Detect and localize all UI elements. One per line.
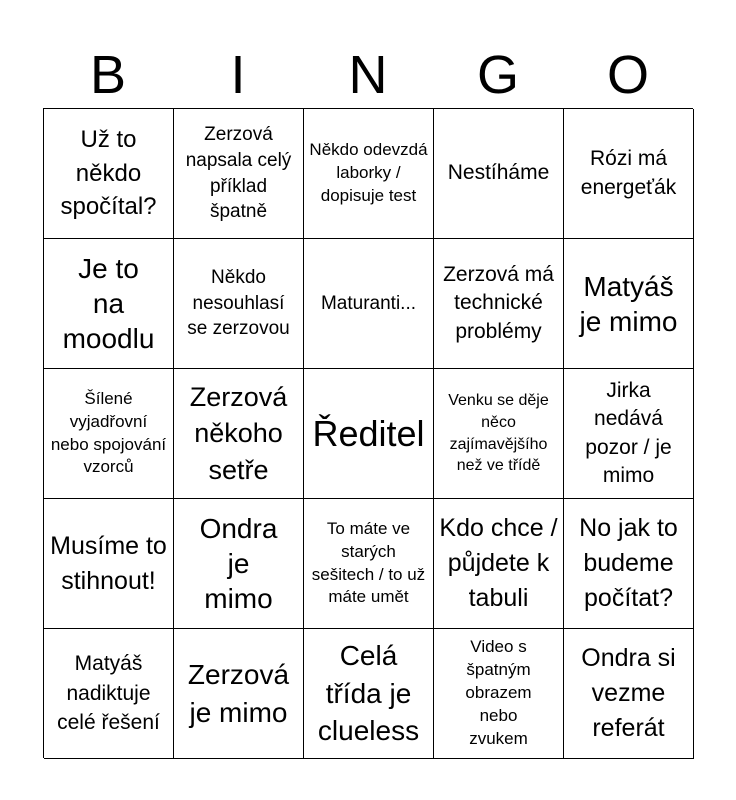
- cell-text: To máte ve starých sešitech / to už máte umět: [311, 518, 426, 607]
- header-letter-b: B: [89, 45, 127, 105]
- bingo-cell[interactable]: [44, 239, 174, 369]
- bingo-cell[interactable]: [174, 109, 304, 239]
- bingo-cell[interactable]: [304, 109, 434, 239]
- cell-text: No jak to budeme počítat?: [579, 514, 678, 612]
- cell-text: Matyáš nadiktuje celé řešení: [57, 652, 160, 735]
- header-letter-i: I: [230, 45, 246, 105]
- bingo-cell[interactable]: [564, 239, 694, 369]
- header-letter-g: G: [476, 45, 519, 105]
- bingo-cell[interactable]: [434, 109, 564, 239]
- bingo-cell[interactable]: [44, 499, 174, 629]
- bingo-cell[interactable]: [174, 239, 304, 369]
- bingo-cell[interactable]: [304, 629, 434, 759]
- bingo-cell[interactable]: [434, 239, 564, 369]
- cell-text: Maturanti...: [320, 292, 417, 314]
- header-letter-o: O: [606, 45, 649, 105]
- cell-text: Zerzová je mimo: [187, 658, 290, 728]
- bingo-cell[interactable]: [44, 369, 174, 499]
- cell-text: Zerzová má technické problémy: [443, 262, 554, 343]
- cell-text: Kdo chce / půjdete k tabuli: [439, 514, 558, 612]
- cell-text: Je to na moodlu: [62, 253, 155, 354]
- bingo-cell[interactable]: [304, 369, 434, 499]
- bingo-grid: [43, 108, 693, 758]
- bingo-cell[interactable]: [434, 369, 564, 499]
- cell-text: Celá třída je clueless: [317, 639, 420, 747]
- cell-text: Ředitel: [312, 412, 425, 454]
- cell-text: Nestíháme: [447, 161, 550, 185]
- cell-text: Zerzová napsala celý příklad špatně: [185, 124, 292, 223]
- cell-text: Rózi má energeťák: [580, 147, 677, 199]
- bingo-cell[interactable]: [564, 109, 694, 239]
- bingo-cell[interactable]: [174, 499, 304, 629]
- cell-text: Ondra je mimo: [199, 513, 278, 614]
- bingo-cell[interactable]: [564, 369, 694, 499]
- cell-text: Někdo nesouhlasí se zerzovou: [187, 267, 290, 340]
- bingo-cell[interactable]: [434, 499, 564, 629]
- cell-text: Matyáš je mimo: [579, 270, 678, 337]
- bingo-cell[interactable]: [44, 629, 174, 759]
- header-letter-n: N: [348, 45, 388, 105]
- cell-text: Zerzová někoho setře: [189, 381, 288, 485]
- cell-text: Ondra si vezme referát: [581, 644, 676, 742]
- bingo-cell[interactable]: [564, 629, 694, 759]
- bingo-cell[interactable]: [434, 629, 564, 759]
- cell-text: Už to někdo spočítal?: [60, 126, 157, 221]
- cell-text: Někdo odevzdá laborky / dopisuje test: [309, 140, 428, 205]
- bingo-cell[interactable]: [174, 369, 304, 499]
- cell-text: Venku se děje něco zajímavějšího než ve třídě: [448, 392, 549, 475]
- cell-text: Musíme to stihnout!: [50, 531, 167, 595]
- bingo-cell[interactable]: [174, 629, 304, 759]
- bingo-cell[interactable]: [304, 499, 434, 629]
- cell-text: Jirka nedává pozor / je mimo: [585, 378, 672, 487]
- cell-text: Šílené vyjadřovní nebo spojování vzorců: [50, 388, 167, 477]
- bingo-cell[interactable]: [304, 239, 434, 369]
- bingo-cell[interactable]: [44, 109, 174, 239]
- cell-text: Video s špatným obrazem nebo zvukem: [465, 637, 532, 748]
- bingo-cell[interactable]: [564, 499, 694, 629]
- bingo-header: [43, 42, 693, 108]
